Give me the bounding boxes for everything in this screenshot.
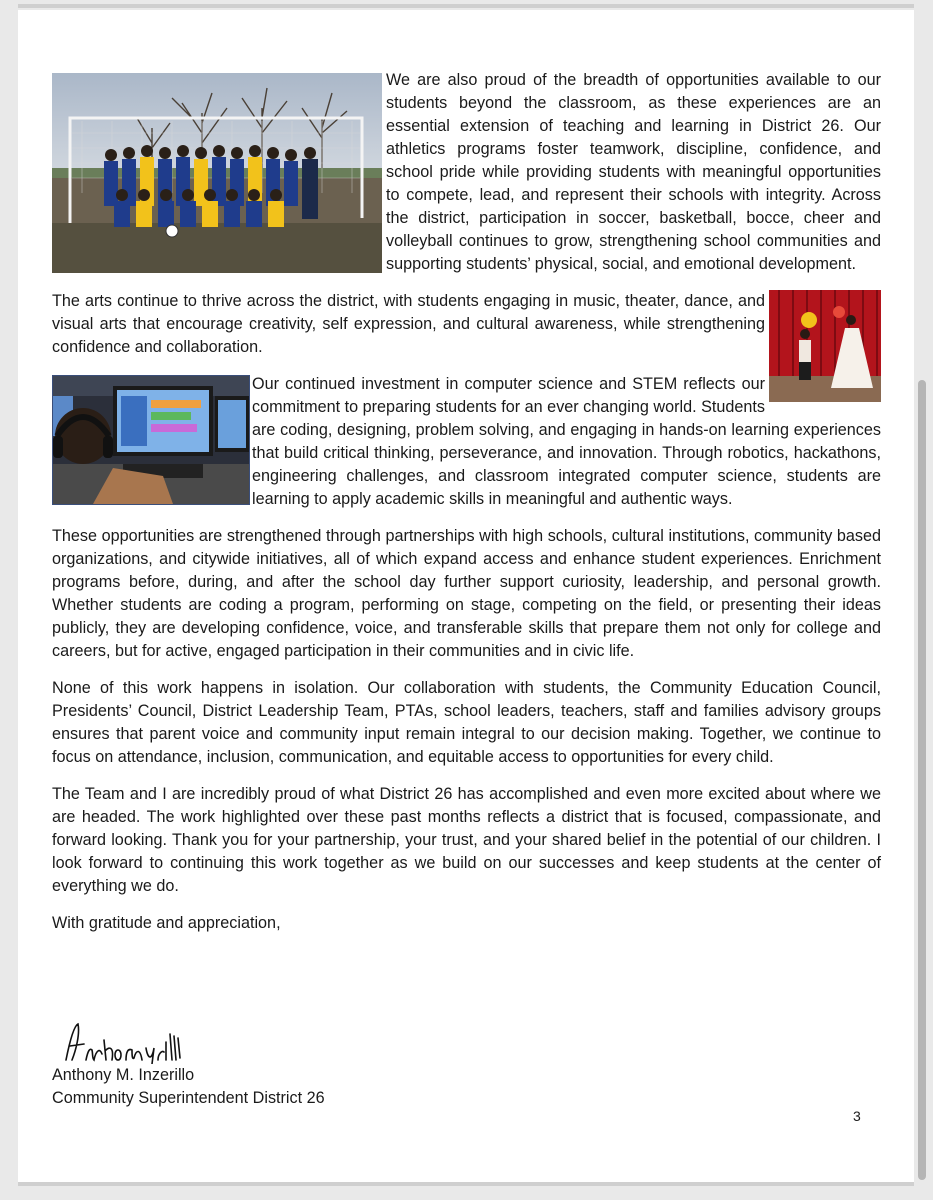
dance-performance-photo xyxy=(769,290,881,402)
soccer-team-photo xyxy=(52,73,382,273)
paragraph-athletics: We are also proud of the breadth of opportunities available to our students beyond the classroom, as these experiences are an essential extension of teaching and learning in District 26. Our athletics programs foster teamwork, discipline, confidence, and school pride while providing students with meaningful opportunities to compete, lead, and represent their schools with integrity. Across the district, participation in soccer, basketball, bocce, cheer and volleyball continues to grow, strengthening school communities and supporting students’ physical, social, and emotional development. xyxy=(386,71,881,273)
bottom-edge-shadow xyxy=(18,1182,914,1186)
paragraph-arts: The arts continue to thrive across the district, with students engaging in music, theater, dance, and visual arts that encourage creativity, self expression, and cultural awareness, while strengthening confidence and collaboration. xyxy=(52,292,765,356)
paragraph-stem: Our continued investment in computer science and STEM reflects our commitment to preparing students for an ever changing world. Students are coding, designing, problem solving, and engaging in hands-on learning experiences that build critical thinking, perseverance, and innovation. Through robotics, hackathons, engineering challenges, and classroom integrated computer science, students are learning to apply academic skills in meaningful and authentic ways. xyxy=(252,375,881,508)
top-edge-shadow xyxy=(18,4,914,8)
signer-block xyxy=(52,1064,325,1110)
coding-classroom-photo xyxy=(52,375,250,505)
paragraph-collaboration: None of this work happens in isolation. Our collaboration with students, the Community Education Council, Presidents’ Council, District Leadership Team, PTAs, school leaders, teachers, staff and families advisory groups ensures that parent voice and community input remain integral to our decision making. Together, we continue to focus on attendance, inclusion, communication, and equitable access to opportunities for every child. xyxy=(52,679,881,766)
closing-line: With gratitude and appreciation, xyxy=(52,914,281,932)
signer-title: Community Superintendent District 26 xyxy=(52,1089,325,1107)
paragraph-closing-remarks: The Team and I are incredibly proud of what District 26 has accomplished and even more excited about where we are headed. The work highlighted over these past months reflects a district that is focused, compassionate, and forward looking. Thank you for your partnership, your trust, and your shared belief in the potential of our children. I look forward to continuing this work together as we build on our successes and keep students at the center of everything we do. xyxy=(52,785,881,895)
page-content xyxy=(52,69,881,1107)
signer-name: Anthony M. Inzerillo xyxy=(52,1066,195,1084)
scrollbar-thumb[interactable] xyxy=(918,380,926,1180)
page-number: 3 xyxy=(853,1108,861,1124)
handwritten-signature xyxy=(62,1020,184,1064)
paragraph-partnerships: These opportunities are strengthened through partnerships with high schools, cultural institutions, community based organizations, and citywide initiatives, all of which expand access and enhance student experiences. Enrichment programs before, during, and after the school day further support curiosity, leadership, and personal growth. Whether students are coding a program, performing on stage, competing on the field, or presenting their ideas publicly, they are developing confidence, voice, and transferable skills that prepare them not only for college and careers, but for active, engaged participation in their communities and in civic life. xyxy=(52,527,881,660)
